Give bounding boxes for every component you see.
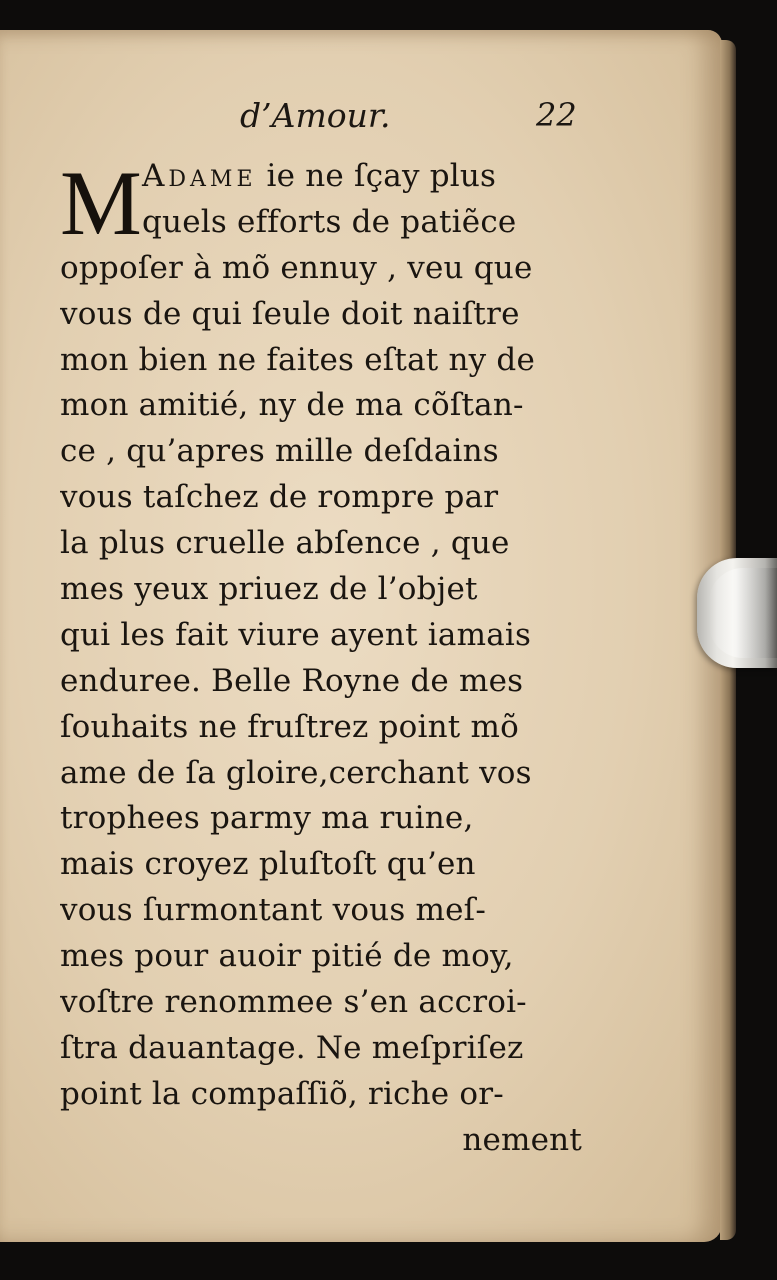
- smallcaps-word: Adame: [142, 158, 257, 194]
- text-line: trophees parmy ma ruine,: [60, 800, 474, 837]
- page-clip: [697, 558, 777, 668]
- text-line: oppoſer à mõ ennuy , veu que: [60, 249, 533, 286]
- text-line: ce , qu’apres mille deſdains: [60, 433, 499, 470]
- text-line: ame de ſa gloire,cerchant vos: [60, 754, 532, 791]
- first-line-rest: ie ne ſçay plus: [256, 158, 497, 194]
- page-header: [0, 96, 722, 146]
- text-line: ſtra dauantage. Ne meſpriſez: [60, 1029, 524, 1066]
- text-line: mes pour auoir pitié de moy,: [60, 938, 514, 975]
- text-line: vous ſurmontant vous meſ-: [60, 892, 486, 929]
- running-title: d’Amour.: [240, 96, 391, 135]
- text-line: vous taſchez de rompre par: [60, 479, 499, 516]
- text-line: mes yeux priuez de l’objet: [60, 571, 478, 608]
- text-line: quels efforts de patiẽce: [142, 203, 517, 240]
- text-line: mon bien ne faites eſtat ny de: [60, 341, 535, 378]
- text-line: voſtre renommee s’en accroi-: [60, 984, 527, 1021]
- catchword: nement: [462, 1121, 582, 1158]
- text-line: point la compaſſiõ, riche or-: [60, 1075, 504, 1112]
- text-line: qui les fait viure ayent iamais: [60, 616, 532, 653]
- clip-highlight: [709, 568, 777, 658]
- text-line: enduree. Belle Royne de mes: [60, 662, 524, 699]
- body-text: [60, 154, 582, 1164]
- text-line: la plus cruelle abſence , que: [60, 525, 510, 562]
- text-line: mon amitié, ny de ma cõſtan-: [60, 387, 524, 424]
- text-line: vous de qui ſeule doit naiſtre: [60, 295, 520, 332]
- text-line: mais croyez pluſtoſt qu’en: [60, 846, 476, 883]
- drop-cap: M: [60, 152, 142, 254]
- text-line: ſouhaits ne fruſtrez point mõ: [60, 708, 519, 745]
- page-number: 22: [536, 96, 577, 134]
